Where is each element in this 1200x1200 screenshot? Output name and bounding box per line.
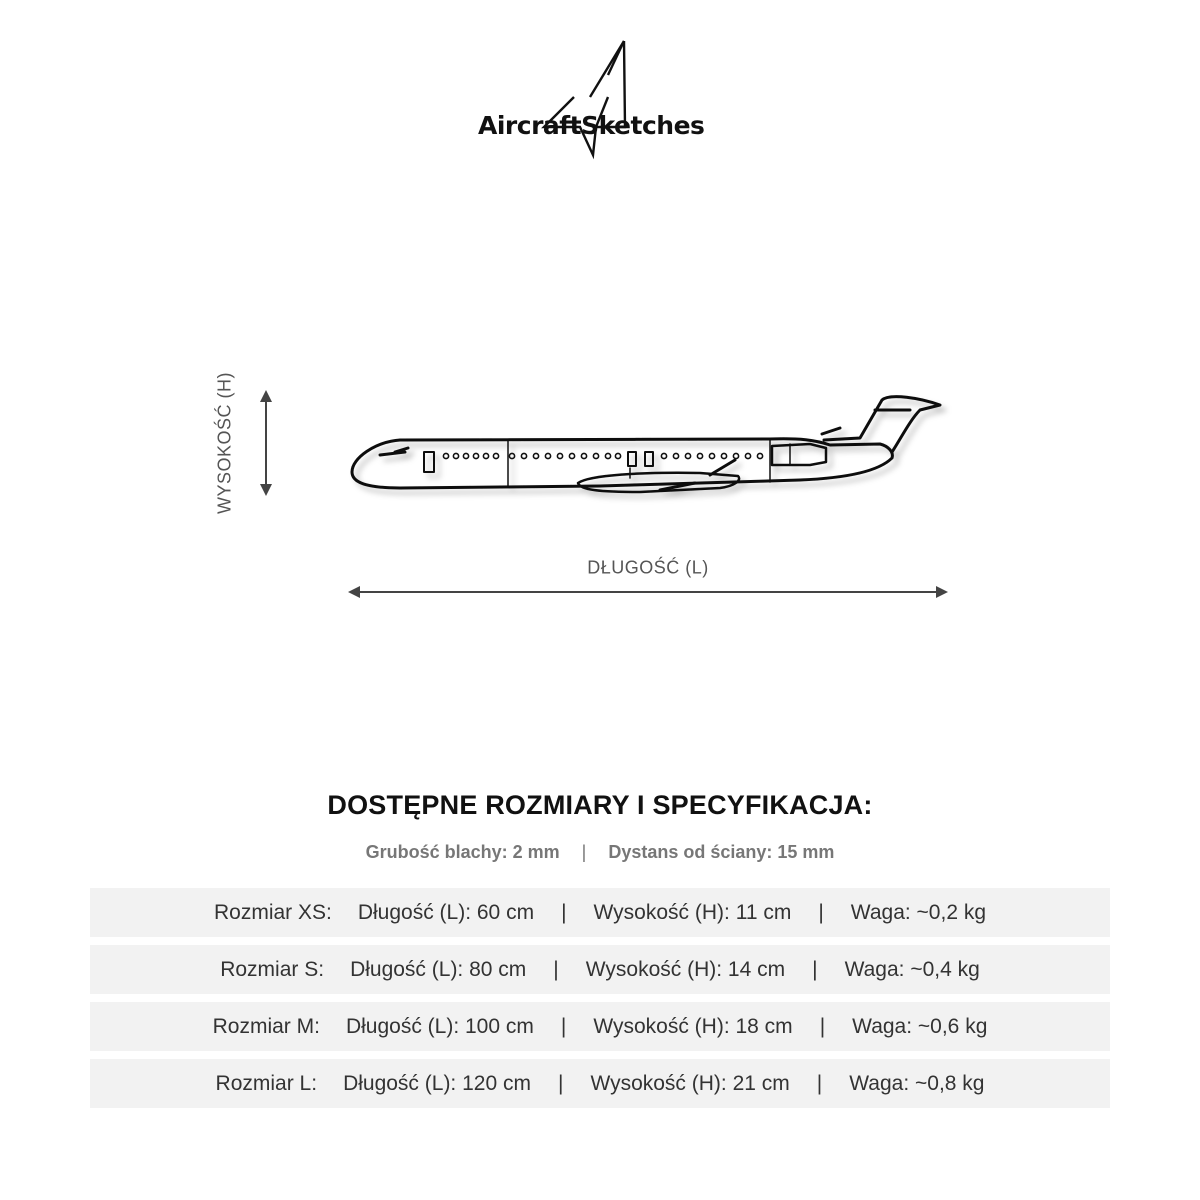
spec-subtitle bbox=[0, 842, 1200, 863]
separator: | bbox=[819, 1014, 826, 1038]
separator: | bbox=[812, 957, 818, 981]
size-name: Rozmiar L: bbox=[215, 1071, 318, 1095]
spec-title: DOSTĘPNE ROZMIARY I SPECYFIKACJA: bbox=[327, 790, 873, 820]
separator: | bbox=[560, 1014, 567, 1038]
size-row-l bbox=[90, 1059, 1110, 1108]
size-length: Długość (L): 100 cm bbox=[345, 1014, 534, 1038]
size-length: Długość (L): 60 cm bbox=[357, 900, 535, 924]
size-name: Rozmiar S: bbox=[220, 957, 325, 981]
size-height: Wysokość (H): 21 cm bbox=[590, 1071, 790, 1095]
separator: | bbox=[553, 957, 559, 981]
size-height: Wysokość (H): 14 cm bbox=[585, 957, 786, 981]
size-row-xs bbox=[90, 888, 1110, 937]
size-weight: Waga: ~0,8 kg bbox=[849, 1071, 985, 1095]
separator: | bbox=[557, 1071, 564, 1095]
sheet-thickness: Grubość blachy: 2 mm bbox=[365, 842, 560, 862]
size-length: Długość (L): 80 cm bbox=[350, 957, 527, 981]
size-name: Rozmiar M: bbox=[212, 1014, 320, 1038]
separator: | bbox=[581, 842, 587, 862]
separator: | bbox=[816, 1071, 823, 1095]
size-name: Rozmiar XS: bbox=[213, 900, 332, 924]
size-row-m bbox=[90, 1002, 1110, 1051]
wall-distance: Dystans od ściany: 15 mm bbox=[608, 842, 835, 862]
size-weight: Waga: ~0,4 kg bbox=[844, 957, 980, 981]
separator: | bbox=[561, 900, 567, 924]
size-weight: Waga: ~0,2 kg bbox=[850, 900, 987, 924]
cabin-windows bbox=[443, 453, 762, 458]
separator: | bbox=[818, 900, 824, 924]
size-height: Wysokość (H): 11 cm bbox=[593, 900, 792, 924]
size-table bbox=[90, 888, 1110, 1116]
length-label: DŁUGOŚĆ (L) bbox=[587, 557, 709, 578]
size-length: Długość (L): 120 cm bbox=[343, 1071, 531, 1095]
size-height: Wysokość (H): 18 cm bbox=[593, 1014, 793, 1038]
height-arrow bbox=[260, 390, 272, 496]
brand-name: AircraftSketches bbox=[478, 111, 705, 140]
height-label: WYSOKOŚĆ (H) bbox=[214, 371, 235, 515]
length-arrow bbox=[348, 586, 948, 598]
regional-jet-silhouette-icon bbox=[352, 397, 940, 492]
size-weight: Waga: ~0,6 kg bbox=[852, 1014, 988, 1038]
size-row-s bbox=[90, 945, 1110, 994]
